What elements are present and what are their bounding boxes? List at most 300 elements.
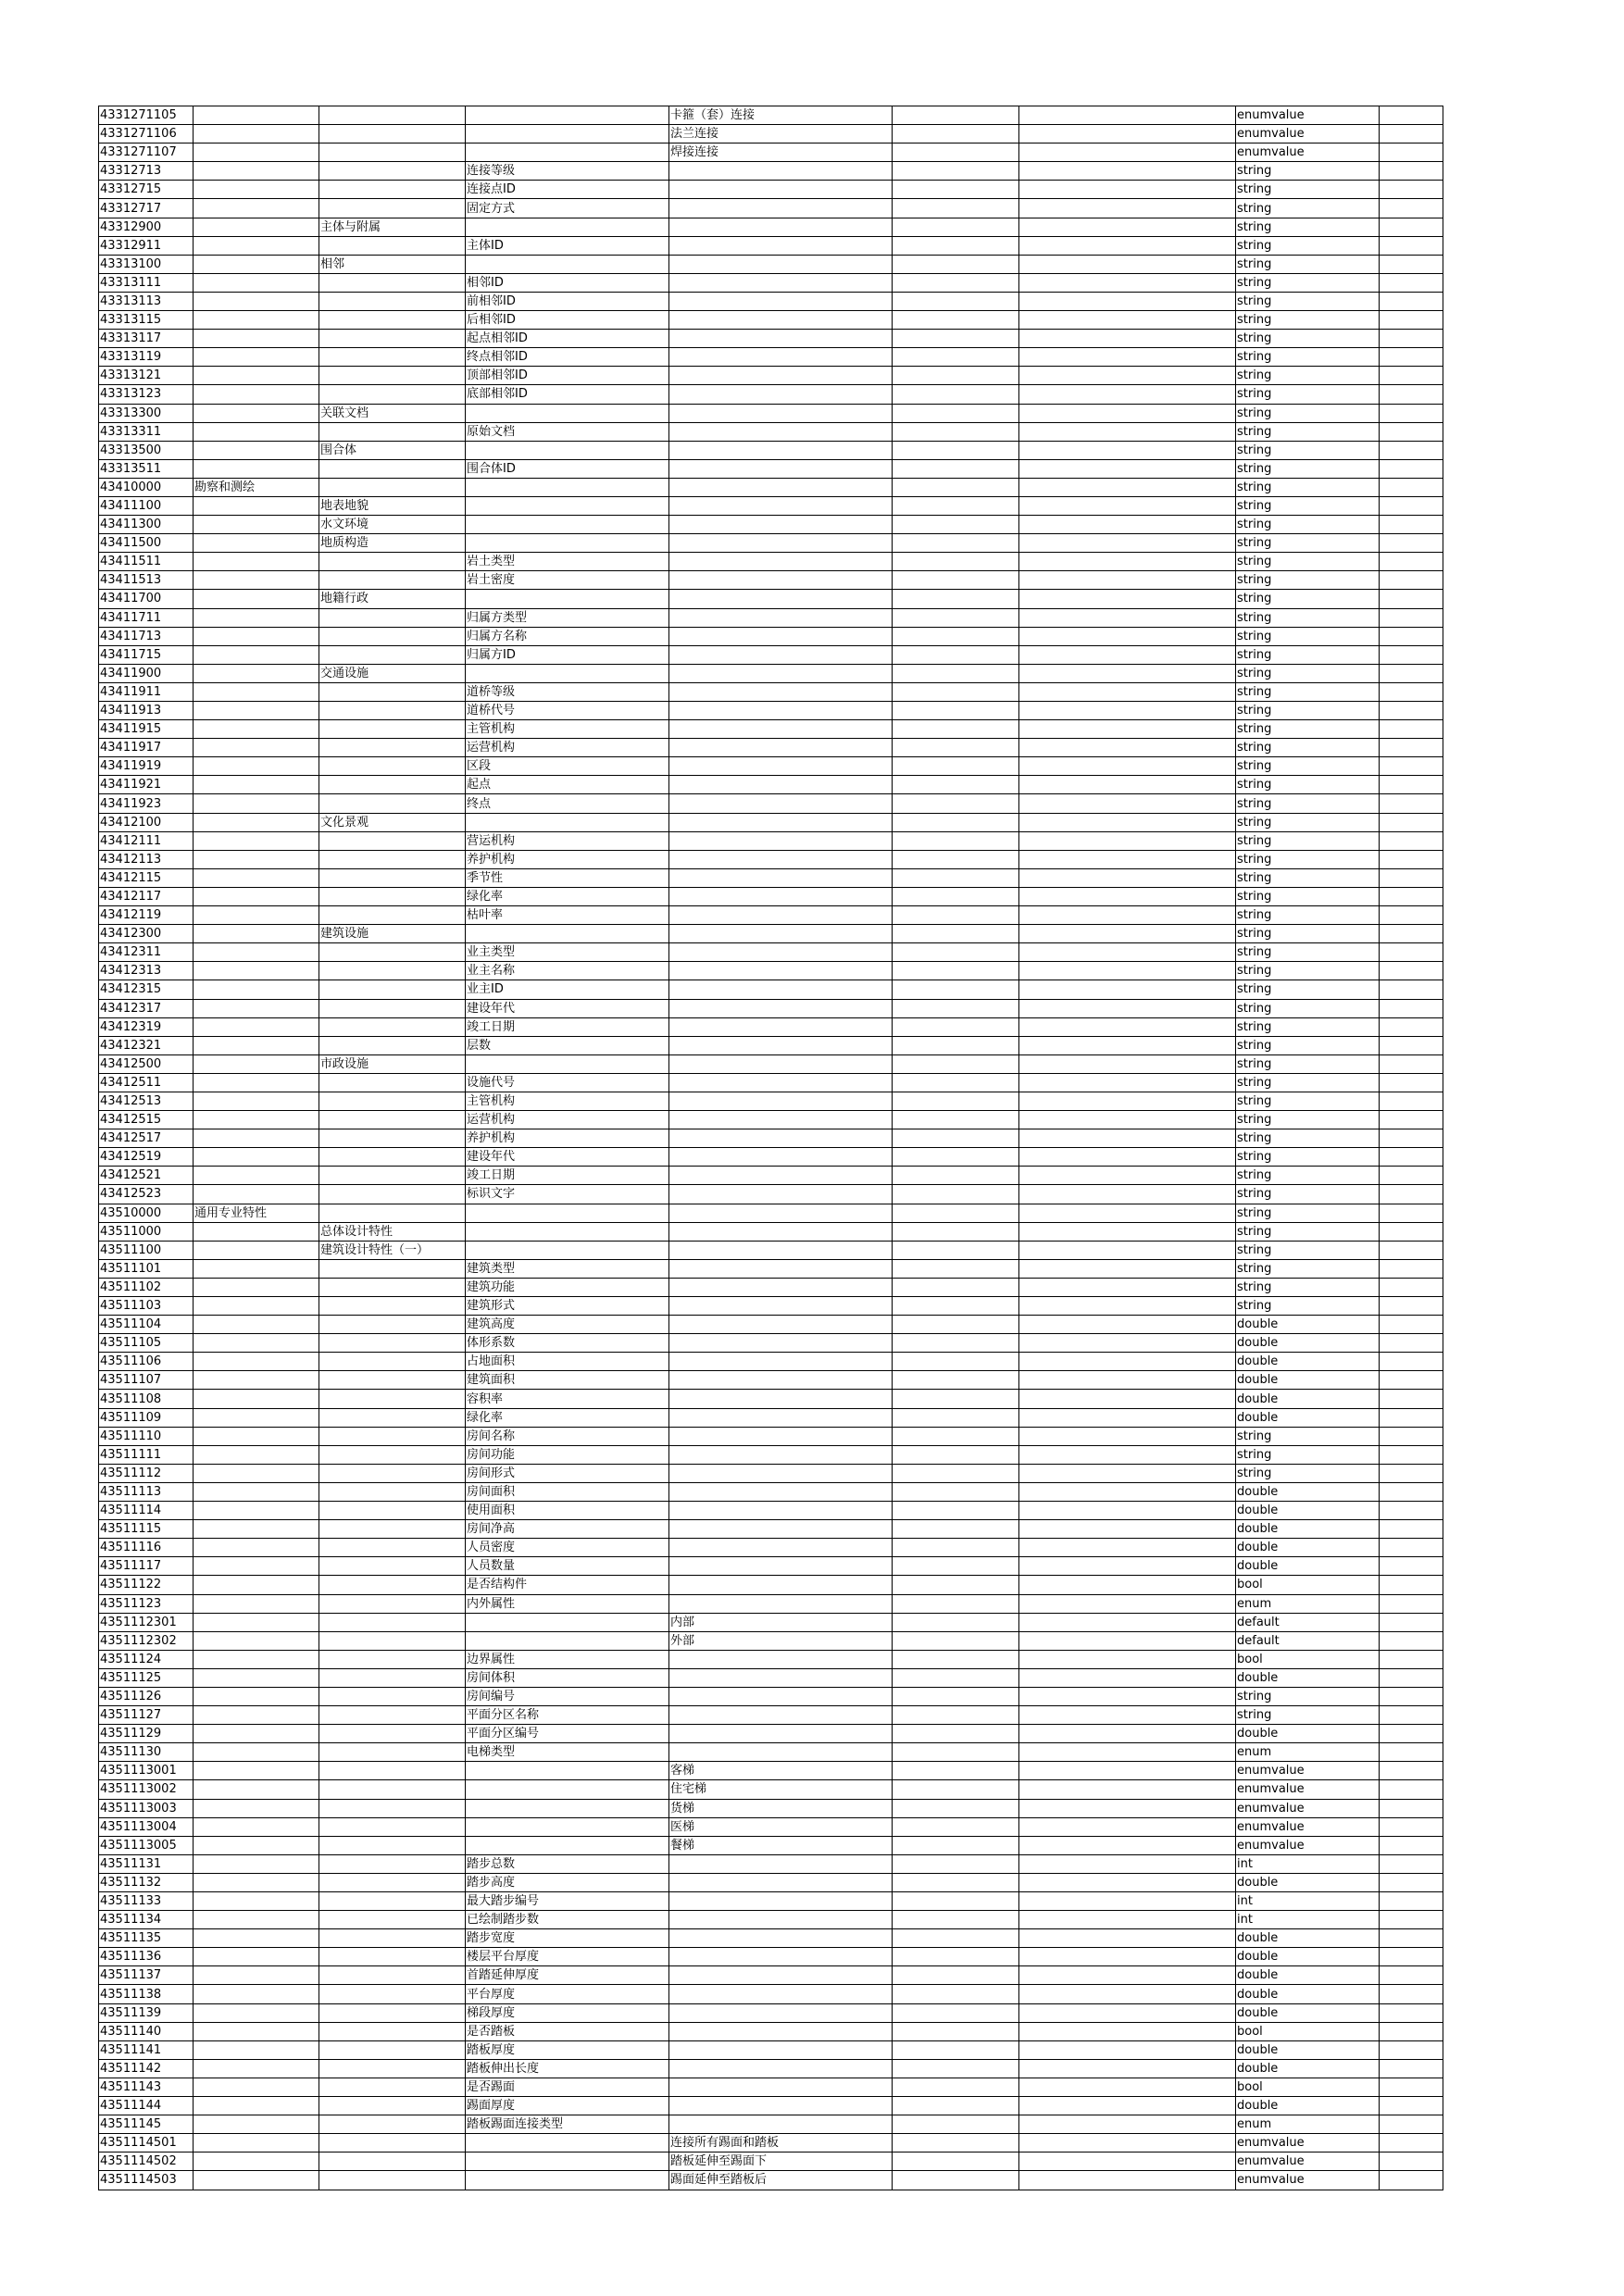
type-cell: double <box>1236 1929 1380 1948</box>
value-cell <box>669 255 893 273</box>
blank-cell-a <box>893 2097 1019 2115</box>
blank-cell-b <box>1019 2134 1236 2152</box>
level1-cell <box>194 1539 319 1557</box>
value-cell <box>669 1427 893 1445</box>
code-cell: 43412519 <box>99 1148 194 1167</box>
type-cell: string <box>1236 1204 1380 1222</box>
table-row <box>99 1017 1443 1036</box>
level2-cell: 地籍行政 <box>319 590 466 608</box>
blank-cell-c <box>1380 1204 1443 1222</box>
type-cell: string <box>1236 1148 1380 1167</box>
type-cell: enumvalue <box>1236 106 1380 125</box>
blank-cell-a <box>893 459 1019 478</box>
table-row <box>99 980 1443 999</box>
blank-cell-c <box>1380 236 1443 255</box>
value-cell: 焊接连接 <box>669 144 893 162</box>
blank-cell-c <box>1380 273 1443 292</box>
type-cell: string <box>1236 292 1380 310</box>
level2-cell <box>319 199 466 218</box>
level1-cell <box>194 1148 319 1167</box>
level1-cell <box>194 1911 319 1929</box>
level1-cell <box>194 311 319 330</box>
blank-cell-a <box>893 1911 1019 1929</box>
blank-cell-c <box>1380 1650 1443 1668</box>
table-row <box>99 1148 1443 1167</box>
type-cell: enumvalue <box>1236 2152 1380 2171</box>
code-cell: 43411919 <box>99 757 194 776</box>
blank-cell-c <box>1380 1799 1443 1817</box>
blank-cell-a <box>893 1278 1019 1296</box>
blank-cell-c <box>1380 1594 1443 1613</box>
type-cell: string <box>1236 1297 1380 1316</box>
type-cell: double <box>1236 1334 1380 1353</box>
type-cell: double <box>1236 1353 1380 1371</box>
code-cell: 43511117 <box>99 1557 194 1576</box>
level1-cell <box>194 757 319 776</box>
blank-cell-c <box>1380 664 1443 682</box>
table-row <box>99 1408 1443 1427</box>
blank-cell-c <box>1380 1036 1443 1054</box>
level2-cell <box>319 1371 466 1390</box>
level1-cell <box>194 2152 319 2171</box>
code-cell: 43511112 <box>99 1464 194 1482</box>
blank-cell-a <box>893 925 1019 943</box>
type-cell: double <box>1236 1725 1380 1743</box>
level3-cell: 道桥等级 <box>466 682 669 701</box>
blank-cell-a <box>893 1520 1019 1539</box>
blank-cell-a <box>893 627 1019 645</box>
blank-cell-c <box>1380 1576 1443 1594</box>
code-cell: 43412511 <box>99 1073 194 1092</box>
code-cell: 43412311 <box>99 943 194 962</box>
level3-cell: 是否结构件 <box>466 1576 669 1594</box>
level2-cell <box>319 627 466 645</box>
level3-cell <box>466 1613 669 1631</box>
level1-cell <box>194 2115 319 2134</box>
level1-cell <box>194 682 319 701</box>
level3-cell <box>466 2134 669 2152</box>
blank-cell-c <box>1380 1278 1443 1296</box>
level3-cell: 业主ID <box>466 980 669 999</box>
value-cell <box>669 1892 893 1911</box>
blank-cell-b <box>1019 868 1236 887</box>
level3-cell: 内外属性 <box>466 1594 669 1613</box>
value-cell <box>669 459 893 478</box>
level3-cell: 人员数量 <box>466 1557 669 1576</box>
level1-cell <box>194 1036 319 1054</box>
value-cell <box>669 236 893 255</box>
table-row <box>99 1780 1443 1799</box>
blank-cell-c <box>1380 1185 1443 1204</box>
value-cell <box>669 348 893 367</box>
level3-cell: 踢面厚度 <box>466 2097 669 2115</box>
level1-cell <box>194 1427 319 1445</box>
table-row <box>99 441 1443 459</box>
blank-cell-b <box>1019 1204 1236 1222</box>
level2-cell <box>319 348 466 367</box>
value-cell <box>669 1502 893 1520</box>
value-cell: 医梯 <box>669 1817 893 1836</box>
level1-cell <box>194 367 319 385</box>
table-row <box>99 1445 1443 1464</box>
code-cell: 4351113002 <box>99 1780 194 1799</box>
code-cell: 43313511 <box>99 459 194 478</box>
level2-cell <box>319 868 466 887</box>
value-cell <box>669 739 893 757</box>
level2-cell <box>319 1966 466 1985</box>
level2-cell: 关联文档 <box>319 404 466 422</box>
blank-cell-b <box>1019 608 1236 627</box>
level1-cell <box>194 459 319 478</box>
table-row <box>99 2097 1443 2115</box>
level2-cell <box>319 1185 466 1204</box>
code-cell: 43313117 <box>99 330 194 348</box>
level3-cell: 后相邻ID <box>466 311 669 330</box>
level1-cell <box>194 125 319 144</box>
level3-cell: 最大踏步编号 <box>466 1892 669 1911</box>
type-cell: string <box>1236 906 1380 925</box>
level1-cell <box>194 1222 319 1241</box>
value-cell <box>669 1743 893 1762</box>
level1-cell <box>194 330 319 348</box>
blank-cell-c <box>1380 720 1443 739</box>
table-row <box>99 664 1443 682</box>
blank-cell-c <box>1380 1687 1443 1705</box>
table-row <box>99 645 1443 664</box>
table-row <box>99 2152 1443 2171</box>
code-cell: 43511127 <box>99 1706 194 1725</box>
blank-cell-b <box>1019 1594 1236 1613</box>
table-row <box>99 1427 1443 1445</box>
level3-cell: 竣工日期 <box>466 1017 669 1036</box>
level1-cell <box>194 1167 319 1185</box>
type-cell: enumvalue <box>1236 1762 1380 1780</box>
blank-cell-c <box>1380 943 1443 962</box>
level2-cell <box>319 273 466 292</box>
blank-cell-b <box>1019 2115 1236 2134</box>
level3-cell <box>466 1631 669 1650</box>
level2-cell <box>319 1743 466 1762</box>
code-cell: 43511134 <box>99 1911 194 1929</box>
level2-cell <box>319 1036 466 1054</box>
blank-cell-b <box>1019 1613 1236 1631</box>
level3-cell: 业主名称 <box>466 962 669 980</box>
level3-cell <box>466 1204 669 1222</box>
type-cell: string <box>1236 404 1380 422</box>
blank-cell-b <box>1019 1725 1236 1743</box>
type-cell: double <box>1236 1873 1380 1891</box>
blank-cell-a <box>893 1129 1019 1148</box>
value-cell <box>669 1873 893 1891</box>
level1-cell <box>194 1650 319 1668</box>
blank-cell-a <box>893 962 1019 980</box>
value-cell <box>669 1482 893 1501</box>
type-cell: double <box>1236 1371 1380 1390</box>
table-row <box>99 1985 1443 2003</box>
type-cell: int <box>1236 1892 1380 1911</box>
blank-cell-a <box>893 1241 1019 1259</box>
level1-cell <box>194 218 319 236</box>
level2-cell <box>319 144 466 162</box>
code-cell: 43511106 <box>99 1353 194 1371</box>
type-cell: string <box>1236 1129 1380 1148</box>
type-cell: bool <box>1236 2078 1380 2096</box>
blank-cell-a <box>893 1167 1019 1185</box>
level3-cell: 连接点ID <box>466 181 669 199</box>
level2-cell <box>319 1148 466 1167</box>
code-cell: 43511107 <box>99 1371 194 1390</box>
level2-cell <box>319 2152 466 2171</box>
level1-cell <box>194 1836 319 1854</box>
blank-cell-c <box>1380 1557 1443 1576</box>
blank-cell-a <box>893 1985 1019 2003</box>
level1-cell <box>194 627 319 645</box>
blank-cell-c <box>1380 1073 1443 1092</box>
level2-cell <box>319 1259 466 1278</box>
level1-cell <box>194 2134 319 2152</box>
level3-cell <box>466 1762 669 1780</box>
blank-cell-c <box>1380 776 1443 794</box>
blank-cell-b <box>1019 2022 1236 2040</box>
code-cell: 4351113005 <box>99 1836 194 1854</box>
code-cell: 43412513 <box>99 1092 194 1110</box>
value-cell: 连接所有踢面和踏板 <box>669 2134 893 2152</box>
type-cell: string <box>1236 516 1380 534</box>
type-cell: string <box>1236 181 1380 199</box>
level3-cell: 房间编号 <box>466 1687 669 1705</box>
table-row <box>99 1241 1443 1259</box>
blank-cell-a <box>893 1353 1019 1371</box>
blank-cell-b <box>1019 906 1236 925</box>
level3-cell: 连接等级 <box>466 162 669 181</box>
blank-cell-a <box>893 1502 1019 1520</box>
blank-cell-a <box>893 887 1019 905</box>
level3-cell: 养护机构 <box>466 1129 669 1148</box>
level1-cell <box>194 1464 319 1482</box>
blank-cell-c <box>1380 739 1443 757</box>
table-row <box>99 1111 1443 1129</box>
level2-cell <box>319 1631 466 1650</box>
table-row <box>99 1073 1443 1092</box>
code-cell: 4351113004 <box>99 1817 194 1836</box>
level2-cell <box>319 292 466 310</box>
blank-cell-c <box>1380 2059 1443 2078</box>
level3-cell <box>466 590 669 608</box>
blank-cell-a <box>893 2040 1019 2059</box>
code-cell: 43411900 <box>99 664 194 682</box>
value-cell <box>669 2097 893 2115</box>
type-cell: string <box>1236 1427 1380 1445</box>
level3-cell: 体形系数 <box>466 1334 669 1353</box>
blank-cell-b <box>1019 1185 1236 1204</box>
value-cell <box>669 330 893 348</box>
table-row <box>99 850 1443 868</box>
blank-cell-c <box>1380 1482 1443 1501</box>
blank-cell-a <box>893 348 1019 367</box>
value-cell: 法兰连接 <box>669 125 893 144</box>
blank-cell-b <box>1019 311 1236 330</box>
level1-cell <box>194 1762 319 1780</box>
level2-cell: 市政设施 <box>319 1054 466 1073</box>
blank-cell-a <box>893 1836 1019 1854</box>
level3-cell: 起点相邻ID <box>466 330 669 348</box>
level2-cell: 围合体 <box>319 441 466 459</box>
value-cell <box>669 757 893 776</box>
type-cell: bool <box>1236 1650 1380 1668</box>
level3-cell: 标识文字 <box>466 1185 669 1204</box>
level1-cell <box>194 273 319 292</box>
value-cell <box>669 385 893 404</box>
type-cell: double <box>1236 1520 1380 1539</box>
table-row <box>99 106 1443 125</box>
blank-cell-b <box>1019 478 1236 496</box>
code-cell: 43313119 <box>99 348 194 367</box>
blank-cell-b <box>1019 162 1236 181</box>
level3-cell: 前相邻ID <box>466 292 669 310</box>
level3-cell <box>466 534 669 553</box>
blank-cell-c <box>1380 2040 1443 2059</box>
blank-cell-b <box>1019 1929 1236 1948</box>
level2-cell <box>319 2022 466 2040</box>
code-cell: 43412317 <box>99 999 194 1017</box>
value-cell <box>669 962 893 980</box>
code-cell: 43511113 <box>99 1482 194 1501</box>
blank-cell-a <box>893 980 1019 999</box>
blank-cell-c <box>1380 2134 1443 2152</box>
code-cell: 43511123 <box>99 1594 194 1613</box>
level1-cell <box>194 1408 319 1427</box>
value-cell <box>669 2059 893 2078</box>
blank-cell-a <box>893 478 1019 496</box>
blank-cell-b <box>1019 2097 1236 2115</box>
code-cell: 43412100 <box>99 813 194 831</box>
level2-cell <box>319 1725 466 1743</box>
level1-cell <box>194 962 319 980</box>
type-cell: string <box>1236 1687 1380 1705</box>
value-cell <box>669 776 893 794</box>
blank-cell-a <box>893 516 1019 534</box>
blank-cell-c <box>1380 181 1443 199</box>
blank-cell-a <box>893 2059 1019 2078</box>
level3-cell <box>466 664 669 682</box>
table-row <box>99 1482 1443 1501</box>
blank-cell-b <box>1019 106 1236 125</box>
level3-cell: 终点 <box>466 794 669 813</box>
level2-cell <box>319 1316 466 1334</box>
code-cell: 43412521 <box>99 1167 194 1185</box>
blank-cell-c <box>1380 1371 1443 1390</box>
table-row <box>99 1966 1443 1985</box>
level2-cell: 总体设计特性 <box>319 1222 466 1241</box>
level3-cell: 主体ID <box>466 236 669 255</box>
blank-cell-c <box>1380 441 1443 459</box>
level2-cell <box>319 553 466 571</box>
level1-cell <box>194 1278 319 1296</box>
level3-cell: 踏板踢面连接类型 <box>466 2115 669 2134</box>
type-cell: string <box>1236 311 1380 330</box>
table-row <box>99 1892 1443 1911</box>
level3-cell: 原始文档 <box>466 422 669 441</box>
blank-cell-b <box>1019 1111 1236 1129</box>
level2-cell <box>319 1278 466 1296</box>
table-row <box>99 2040 1443 2059</box>
table-row <box>99 571 1443 590</box>
value-cell: 货梯 <box>669 1799 893 1817</box>
blank-cell-a <box>893 1762 1019 1780</box>
table-row <box>99 1129 1443 1148</box>
blank-cell-b <box>1019 1408 1236 1427</box>
level3-cell: 区段 <box>466 757 669 776</box>
blank-cell-a <box>893 534 1019 553</box>
blank-cell-a <box>893 906 1019 925</box>
blank-cell-a <box>893 441 1019 459</box>
level3-cell: 建筑类型 <box>466 1259 669 1278</box>
code-cell: 43511132 <box>99 1873 194 1891</box>
code-cell: 43511137 <box>99 1966 194 1985</box>
level3-cell: 主管机构 <box>466 1092 669 1110</box>
blank-cell-b <box>1019 1743 1236 1762</box>
level1-cell <box>194 2040 319 2059</box>
type-cell: string <box>1236 1241 1380 1259</box>
blank-cell-b <box>1019 1892 1236 1911</box>
blank-cell-b <box>1019 348 1236 367</box>
type-cell: string <box>1236 757 1380 776</box>
type-cell: string <box>1236 1073 1380 1092</box>
level1-cell <box>194 1966 319 1985</box>
code-cell: 4351114502 <box>99 2152 194 2171</box>
blank-cell-c <box>1380 144 1443 162</box>
level1-cell <box>194 292 319 310</box>
level2-cell <box>319 1873 466 1891</box>
code-cell: 43313500 <box>99 441 194 459</box>
level3-cell: 人员密度 <box>466 1539 669 1557</box>
blank-cell-a <box>893 1482 1019 1501</box>
value-cell <box>669 1316 893 1334</box>
value-cell <box>669 162 893 181</box>
table-row <box>99 330 1443 348</box>
blank-cell-b <box>1019 516 1236 534</box>
type-cell: string <box>1236 590 1380 608</box>
type-cell: double <box>1236 1557 1380 1576</box>
level2-cell <box>319 1854 466 1873</box>
level3-cell: 建设年代 <box>466 999 669 1017</box>
blank-cell-a <box>893 404 1019 422</box>
level2-cell <box>319 999 466 1017</box>
blank-cell-b <box>1019 590 1236 608</box>
blank-cell-a <box>893 2115 1019 2134</box>
type-cell: string <box>1236 999 1380 1017</box>
table-row <box>99 348 1443 367</box>
level2-cell <box>319 571 466 590</box>
type-cell: double <box>1236 2059 1380 2078</box>
level2-cell <box>319 1799 466 1817</box>
value-cell <box>669 1185 893 1204</box>
level3-cell: 房间名称 <box>466 1427 669 1445</box>
level1-cell <box>194 348 319 367</box>
type-cell: string <box>1236 645 1380 664</box>
code-cell: 43511000 <box>99 1222 194 1241</box>
blank-cell-b <box>1019 273 1236 292</box>
level1-cell <box>194 1129 319 1148</box>
blank-cell-c <box>1380 1762 1443 1780</box>
level1-cell <box>194 664 319 682</box>
table-row <box>99 367 1443 385</box>
blank-cell-b <box>1019 1799 1236 1817</box>
code-cell: 43412119 <box>99 906 194 925</box>
blank-cell-c <box>1380 887 1443 905</box>
code-cell: 43511143 <box>99 2078 194 2096</box>
level3-cell: 竣工日期 <box>466 1167 669 1185</box>
